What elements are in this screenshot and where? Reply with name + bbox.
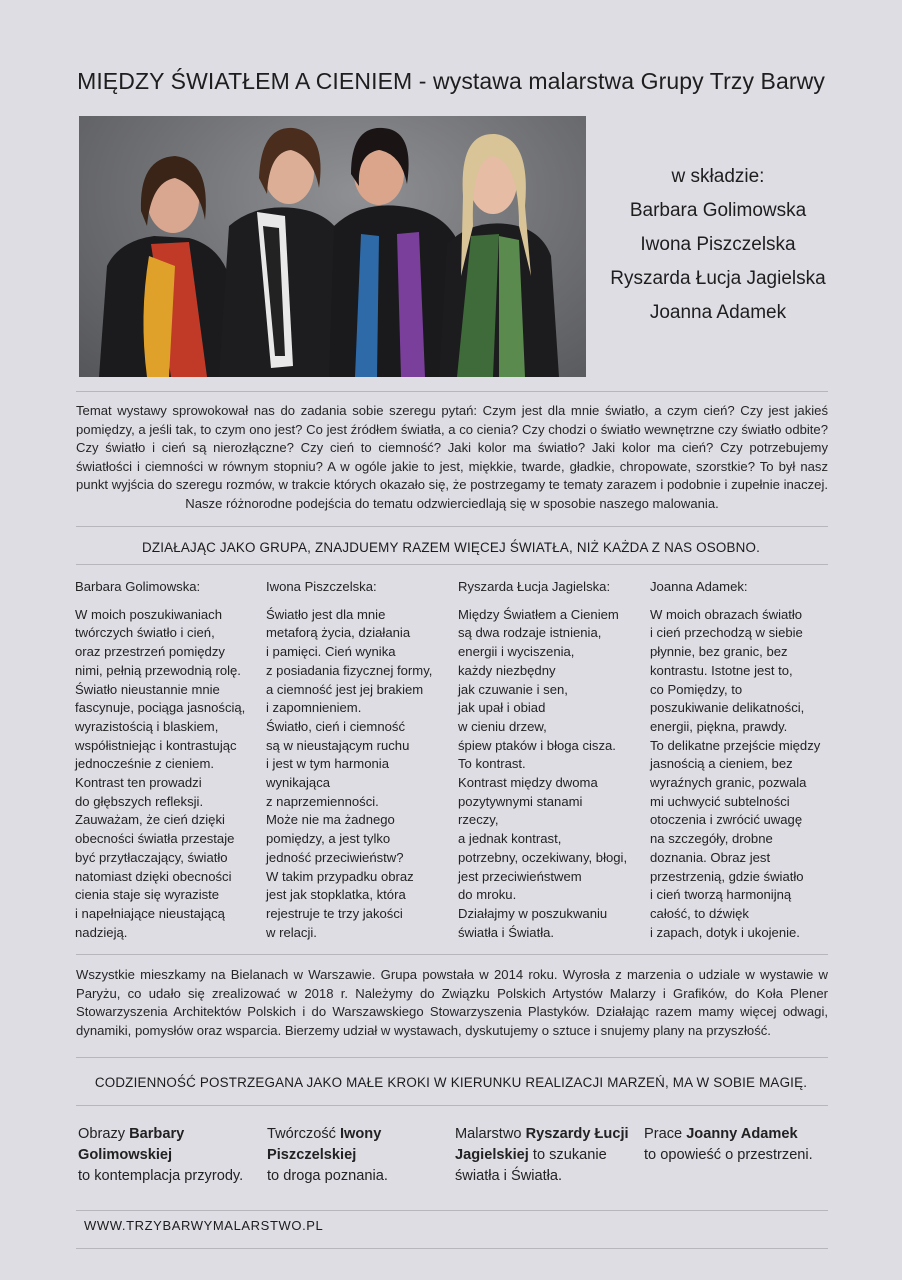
artist-column-jagielska (458, 578, 644, 942)
divider (76, 954, 828, 955)
website-link[interactable]: WWW.TRZYBARWYMALARSTWO.PL (84, 1218, 324, 1233)
members-heading: w składzie: (671, 166, 765, 187)
quote-golimowska (78, 1124, 258, 1187)
member-name: Joanna Adamek (649, 302, 787, 323)
artist-name: Joanna Adamek: (650, 579, 748, 594)
quote-prefix: Malarstwo (455, 1126, 526, 1142)
group-photo (79, 116, 586, 377)
intro-paragraph (76, 402, 828, 514)
quote-jagielska (455, 1124, 635, 1187)
quote-suffix: to opowieść o przestrzeni. (644, 1147, 813, 1163)
divider (76, 1057, 828, 1058)
quote-artist: Ryszardy Łucji Jagielskiej (455, 1126, 629, 1163)
members-block (600, 160, 836, 330)
divider (76, 391, 828, 392)
group-photo-illustration (79, 116, 586, 377)
divider (76, 1210, 828, 1211)
divider (76, 1105, 828, 1106)
divider (76, 1248, 828, 1249)
quote-suffix: to droga poznania. (267, 1168, 388, 1184)
member-name: Iwona Piszczelska (640, 234, 796, 255)
artist-statement: W moich poszukiwaniach twórczych światło i cień, oraz przestrzeń pomiędzy nimi, pełnią przewodnią rolę. Światło nieustannie mnie fascynuje, pociąga jasnością, wyrazistością i blaskiem, współistniejąc i kontrastując jednocześnie z cieniem. Kontrast ten prowadzi do głębszych refleksji. Zauważam, że cień dzięki obecności światła przestaje być przytłaczający, światło natomiast dzięki obecności cienia staje się wyraziste i napełniające nieustającą nadzieją. (75, 606, 246, 940)
intro-text: Temat wystawy sprowokował nas do zadania sobie szeregu pytań: Czym jest dla mnie światło, a czym cień? Czy jest jakieś pomiędzy, a jeśli tak, to czym ono jest? Co jest źródłem światła, a co cienia? Czy chodzi o światło wewnętrzne czy światło odbite? Czy światło i cień są nierozłączne? Czy cień to ciemność? Jaki kolor ma światło? Jaki kolor ma cień? Czy potrzebujemy światłości i ciemności w równym stopniu? A w ogóle jakie to jest, miękkie, twarde, gładkie, chropowate, szorstkie? To był nasz punkt wyjścia do szeregu rozmów, w trakcie których okazało się, że postrzegamy te tematy zarazem i podobnie i zupełnie inaczej. Nasze różnorodne podejścia do tematu odzwierciedlają się w sposobie naszego malowania. (76, 403, 828, 511)
quote-suffix: to szukanie światła i Światła. (455, 1147, 607, 1184)
quote-adamek (644, 1124, 814, 1166)
page-title: MIĘDZY ŚWIATŁEM A CIENIEM - wystawa malarstwa Grupy Trzy Barwy (77, 68, 825, 94)
quote-artist: Joanny Adamek (686, 1126, 798, 1142)
member-name: Ryszarda Łucja Jagielska (610, 268, 826, 289)
divider (76, 526, 828, 527)
artist-statement: Światło jest dla mnie metaforą życia, działania i pamięci. Cień wynika z posiadania fizycznej formy, a ciemność jest jej brakiem i zapomnieniem. Światło, cień i ciemność są w nieustającym ruchu i jest w tym harmonia wynikająca z naprzemienności. Może nie ma żadnego pomiędzy, a jest tylko jedność przeciwieństw? W takim przypadku obraz jest jak stopklatka, która rejestruje te trzy jakości w relacji. (266, 606, 433, 940)
artist-column-golimowska (75, 578, 257, 942)
divider (76, 564, 828, 565)
quote-prefix: Prace (644, 1126, 687, 1142)
quote-piszczelska (267, 1124, 427, 1187)
quote-prefix: Twórczość (267, 1126, 340, 1142)
artist-name: Barbara Golimowska: (75, 579, 201, 594)
member-name: Barbara Golimowska (629, 200, 807, 221)
quote-suffix: to kontemplacja przyrody. (78, 1168, 244, 1184)
quote-artist: Iwony Piszczelskiej (267, 1126, 382, 1163)
artist-statement: Między Światłem a Cieniem są dwa rodzaje istnienia, energii i wyciszenia, każdy niezbędny jak czuwanie i sen, jak upał i obiad w cieniu drzew, śpiew ptaków i błoga cisza. To kontrast. Kontrast między dwoma pozytywnymi stanami rzeczy, a jednak kontrast, potrzebny, oczekiwany, błogi, jest przeciwieństwem do mroku. Działajmy w poszukwaniu światła i Światła. (458, 606, 628, 940)
artist-name: Ryszarda Łucja Jagielska: (458, 579, 611, 594)
artist-column-piszczelska (266, 578, 448, 942)
artist-statement: W moich obrazach światło i cień przechodzą w siebie płynnie, bez granic, bez kontrastu. Istotne jest to, co Pomiędzy, to poszukiwanie delikatności, energii, piękna, prawdy. To delikatne przejście między jasnością a cieniem, bez wyraźnych granic, pozwala mi uchwycić subtelności otoczenia i zwrócić uwagę na szczegóły, drobne doznania. Obraz jest przestrzenią, gdzie światło i cień tworzą harmonijną całość, to dźwięk i zapach, dotyk i ukojenie. (650, 606, 821, 940)
quote-artist: Barbary Golimowskiej (78, 1126, 185, 1163)
motto-group: DZIAŁAJĄC JAKO GRUPA, ZNAJDUEMY RAZEM WIĘCEJ ŚWIATŁA, NIŻ KAŻDA Z NAS OSOBNO. (141, 540, 761, 555)
motto-everyday: CODZIENNOŚĆ POSTRZEGANA JAKO MAŁE KROKI W KIERUNKU REALIZACJI MARZEŃ, MA W SOBIE MAGIĘ. (94, 1075, 808, 1090)
artist-name: Iwona Piszczelska: (266, 579, 377, 594)
quote-prefix: Obrazy (78, 1126, 130, 1142)
artist-column-adamek (650, 578, 832, 942)
group-history-paragraph: Wszystkie mieszkamy na Bielanach w Warszawie. Grupa powstała w 2014 roku. Wyrosła z marzenia o udziale w wystawie w Paryżu, co udało się zrealizować w 2018 r. Należymy do Związku Polskich Artystów Malarzy i Grafików, do Koła Plener Stowarzyszenia Architektów Polskich i do Warszawskiego Stowarzyszenia Plastyków. Działając razem mamy więcej odwagi, dynamiki, pomysłów oraz wsparcia. Bierzemy udział w wystawach, dyskutujemy o sztuce i snujemy plany na przyszłość. (76, 967, 828, 1038)
